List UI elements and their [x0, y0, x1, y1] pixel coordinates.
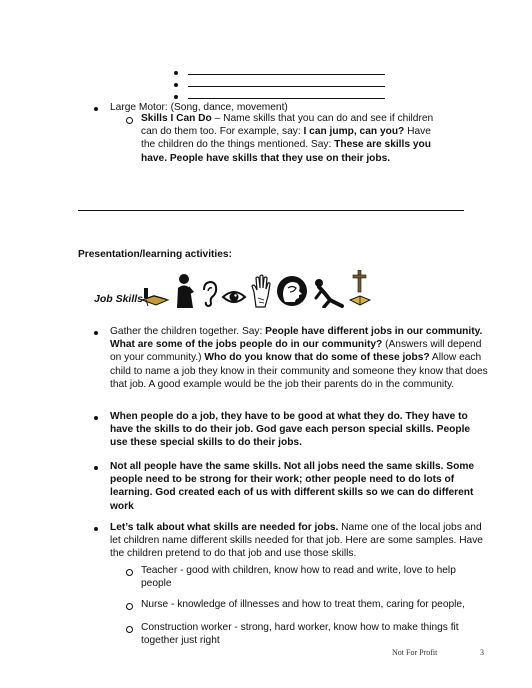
praying-icon: [173, 272, 197, 308]
activity-bullet-4: [94, 527, 98, 531]
sample-teacher: Teacher - good with children, know how to read and write, love to help people: [141, 565, 456, 590]
activity-4-text-1: Name one of the local jobs and let children name different skills needed for that job. Here are some samples. Have the children pretend to do that job and use those skills.: [110, 522, 483, 560]
head-profile-icon: [275, 274, 309, 308]
activity-paragraph-2: When people do a job, they have to be good at what they do. They have to have the skills to do their job. God gave each person special skills. People use these special skills to do their jobs.: [110, 411, 471, 449]
hand-icon: [250, 274, 272, 308]
blank-bullet-3: [174, 95, 178, 99]
skills-quote-2: These are skills you have. People have skills that they use on their jobs.: [141, 139, 431, 164]
activity-bullet-2: [94, 416, 98, 420]
blank-line-1: [188, 74, 385, 75]
sample-bullet-3: [126, 626, 133, 633]
activity-bullet-3: [94, 466, 98, 470]
skills-i-can-do-paragraph: [141, 112, 441, 165]
activity-paragraph-1: [110, 325, 488, 391]
activity-paragraph-4: [110, 521, 492, 561]
activity-1-bold-2: Who do you know that do some of these jobs?: [204, 352, 430, 364]
blank-line-3: [188, 98, 385, 99]
job-skills-label: Job Skills: [94, 293, 144, 305]
large-motor-label: Large Motor: (Song, dance, movement): [110, 102, 288, 113]
activity-1-text-1: Gather the children together. Say:: [110, 326, 266, 337]
blank-bullet-2: [174, 83, 178, 87]
activity-1-bold-1: People have different jobs in our community. What are some of the jobs people do in our community?: [110, 326, 483, 351]
section-divider: [78, 210, 464, 211]
sample-nurse: Nurse - knowledge of illnesses and how to treat them, caring for people,: [141, 599, 465, 610]
bible-reading-icon: [140, 278, 170, 308]
activity-1-text-3: Allow each child to name a job they know in their community and someone they know that does that job. A good example would be the job their parents do in the community.: [110, 352, 488, 390]
ear-icon: [200, 280, 218, 308]
page-number: 3: [480, 648, 484, 657]
skills-intro-text: – Name skills that you can do and see if children can do them too. For example, say:: [141, 113, 434, 138]
sample-bullet-1: [126, 569, 133, 576]
skills-middle-text: Have the children do the things mentioned. Say:: [141, 126, 431, 151]
yoga-stretch-icon: [312, 278, 346, 308]
sample-bullet-2: [126, 603, 133, 610]
blank-line-2: [188, 86, 385, 87]
cross-book-icon: [349, 270, 371, 308]
sample-construction: Construction worker - strong, hard worker, know how to make things fit together just right: [141, 622, 459, 647]
skills-quote-1: I can jump, can you?: [303, 126, 405, 138]
activity-1-text-2: (Answers will depend on your community.): [110, 339, 482, 364]
skills-i-can-do-bullet: [126, 117, 133, 124]
presentation-heading: Presentation/learning activities:: [78, 249, 232, 260]
learning-style-icons: [140, 268, 371, 308]
activity-paragraph-3: Not all people have the same skills. Not all jobs need the same skills. Some people need to be strong for their work; other people need to do lots of learning. God created each of us with different skills so we can do different work: [110, 461, 475, 512]
eye-icon: [221, 286, 247, 308]
activity-4-bold-1: Let’s talk about what skills are needed for jobs.: [110, 522, 339, 533]
large-motor-bullet: [94, 107, 98, 111]
footer-text: Not For Profit: [392, 648, 438, 657]
blank-bullet-1: [174, 71, 178, 75]
activity-bullet-1: [94, 331, 98, 335]
skills-i-can-do-title: Skills I Can Do: [141, 113, 212, 124]
